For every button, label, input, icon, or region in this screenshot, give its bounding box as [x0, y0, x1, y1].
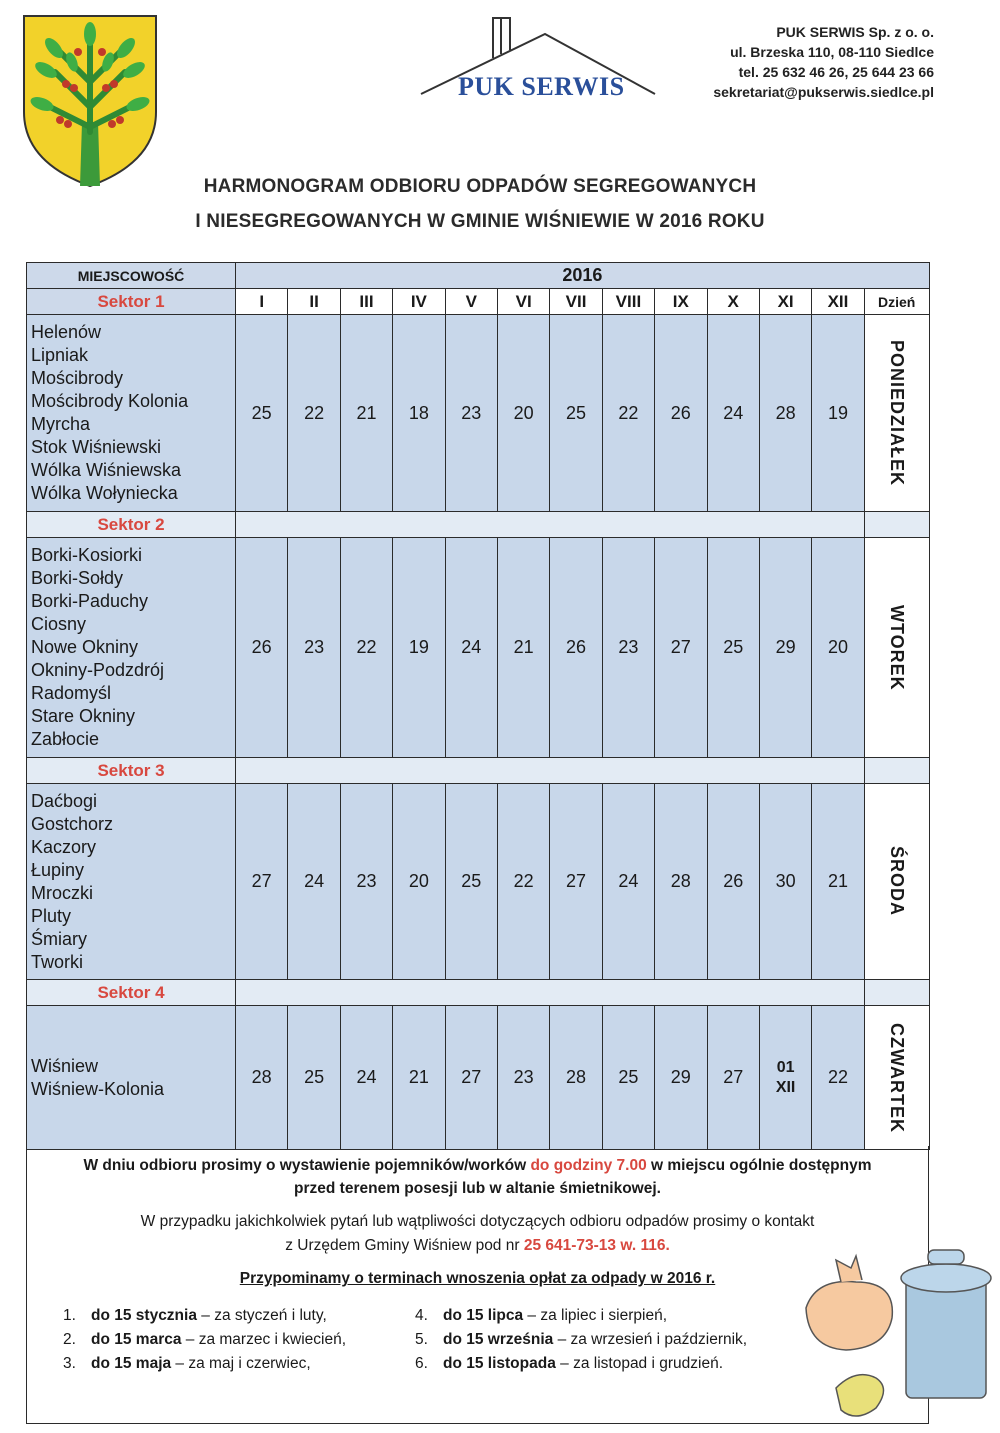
date-cell: 21 — [812, 784, 864, 980]
spacer-cell — [864, 758, 929, 784]
schedule-table — [26, 262, 930, 1150]
month-header: III — [340, 289, 392, 315]
weekday-label: PONIEDZIAŁEK — [887, 339, 908, 486]
page-title-line-1: HARMONOGRAM ODBIORU ODPADÓW SEGREGOWANYCH — [203, 176, 757, 197]
notice-text: w miejscu ogólnie dostępnym — [646, 1157, 872, 1174]
notice-contact — [27, 1210, 928, 1258]
notice-text: W dniu odbioru prosimy o wystawienie pojemników/worków — [83, 1157, 531, 1174]
place-name: Śmiary — [31, 928, 88, 949]
date-cell: 20 — [393, 784, 445, 980]
month-header: IV — [393, 289, 445, 315]
date-cell: 22 — [602, 315, 654, 512]
waste-bin-illustration — [796, 1238, 996, 1433]
date-cell: 28 — [655, 784, 707, 980]
sector-row — [27, 1006, 930, 1150]
date-cell: 20 — [812, 538, 864, 758]
place-name: Mościbrody Kolonia — [31, 391, 189, 411]
place-name: Wólka Wołyniecka — [31, 483, 178, 503]
date-cell: 22 — [812, 1006, 864, 1150]
payment-item — [63, 1304, 327, 1328]
place-list — [27, 1006, 236, 1150]
month-header: VIII — [602, 289, 654, 315]
date-cell: 26 — [236, 538, 288, 758]
sector-label-row — [27, 758, 930, 784]
payment-desc: – za wrzesień i październik, — [553, 1331, 748, 1348]
payment-item — [415, 1304, 667, 1328]
date-cell: 29 — [655, 1006, 707, 1150]
date-cell: 28 — [236, 1006, 288, 1150]
month-header: VI — [497, 289, 549, 315]
notice-pickup — [27, 1154, 928, 1200]
date-cell: 26 — [550, 538, 602, 758]
date-cell: 26 — [655, 315, 707, 512]
payment-number: 4. — [415, 1307, 428, 1324]
month-header: IX — [655, 289, 707, 315]
payment-reminder-heading: Przypominamy o terminach wnoszenia opłat za odpady w 2016 r. — [239, 1270, 716, 1287]
payment-number: 6. — [415, 1355, 428, 1372]
date-cell: 22 — [340, 538, 392, 758]
date-cell: 28 — [550, 1006, 602, 1150]
place-name: Radomyśl — [31, 683, 112, 703]
place-list — [27, 315, 236, 512]
payment-deadline: do 15 stycznia — [91, 1307, 197, 1324]
date-cell: 25 — [445, 784, 497, 980]
month-header-row — [27, 289, 930, 315]
place-name: Helenów — [31, 322, 102, 342]
month-header: I — [236, 289, 288, 315]
day-header: Dzień — [864, 289, 929, 315]
weekday-cell — [864, 784, 929, 980]
sector-label-row — [27, 512, 930, 538]
date-cell: 01 XII — [759, 1006, 811, 1150]
place-name: Lipniak — [31, 345, 89, 365]
place-name: Gostchorz — [31, 813, 114, 834]
date-cell: 27 — [655, 538, 707, 758]
payment-desc: – za lipiec i sierpień, — [523, 1307, 667, 1324]
date-cell: 27 — [445, 1006, 497, 1150]
sector-label: Sektor 2 — [27, 512, 236, 538]
place-name: Myrcha — [31, 414, 91, 434]
sector-label: Sektor 1 — [27, 289, 236, 315]
month-header: XI — [759, 289, 811, 315]
date-cell: 24 — [340, 1006, 392, 1150]
date-cell: 25 — [602, 1006, 654, 1150]
weekday-label: WTOREK — [887, 604, 908, 691]
place-name: Pluty — [31, 905, 72, 926]
weekday-label: ŚRODA — [887, 846, 908, 917]
date-cell: 29 — [759, 538, 811, 758]
place-name: Borki-Kosiorki — [31, 545, 143, 565]
date-cell: 21 — [393, 1006, 445, 1150]
date-cell: 24 — [602, 784, 654, 980]
place-name: Wólka Wiśniewska — [31, 460, 182, 480]
payment-desc: – za maj i czerwiec, — [171, 1355, 311, 1372]
place-name: Ciosny — [31, 614, 87, 634]
contact-text: z Urzędem Gminy Wiśniew pod nr — [285, 1237, 524, 1254]
date-cell: 25 — [288, 1006, 340, 1150]
place-name: Mroczki — [31, 882, 93, 903]
sector-label: Sektor 3 — [27, 758, 236, 784]
date-cell: 23 — [288, 538, 340, 758]
spacer-cell — [864, 512, 929, 538]
date-cell: 26 — [707, 784, 759, 980]
date-cell: 25 — [236, 315, 288, 512]
contact-text: W przypadku jakichkolwiek pytań lub wątpliwości dotyczących odbioru odpadów prosimy o kontakt — [140, 1213, 815, 1230]
spacer-cell — [864, 980, 929, 1006]
date-cell: 23 — [497, 1006, 549, 1150]
place-name: Borki-Paduchy — [31, 591, 149, 611]
payment-desc: – za listopad i grudzień. — [555, 1355, 723, 1372]
payment-deadline: do 15 listopada — [443, 1355, 556, 1372]
notes-box — [26, 1146, 929, 1424]
place-name: Borki-Sołdy — [31, 568, 124, 588]
company-address: ul. Brzeska 110, 08-110 Siedlce — [730, 44, 934, 60]
date-cell: 28 — [759, 315, 811, 512]
place-name: Nowe Okniny — [31, 637, 139, 657]
payment-number: 1. — [63, 1307, 76, 1324]
place-list — [27, 538, 236, 758]
company-name: PUK SERWIS Sp. z o. o. — [776, 24, 934, 40]
date-cell: 27 — [236, 784, 288, 980]
notice-text: przed terenem posesji lub w altanie śmietnikowej. — [294, 1180, 661, 1197]
date-cell: 24 — [445, 538, 497, 758]
payment-number: 3. — [63, 1355, 76, 1372]
logo-text: PUK SERWIS — [458, 72, 625, 101]
weekday-cell — [864, 315, 929, 512]
payment-number: 5. — [415, 1331, 428, 1348]
place-list — [27, 784, 236, 980]
place-name: Wiśniew-Kolonia — [31, 1078, 165, 1099]
place-name: Wiśniew — [31, 1055, 99, 1076]
coat-of-arms-emblem — [20, 12, 160, 190]
payment-deadline: do 15 lipca — [443, 1307, 524, 1324]
place-name: Tworki — [31, 951, 84, 972]
sector-label: Sektor 4 — [27, 980, 236, 1006]
date-cell: 23 — [602, 538, 654, 758]
sector-label-row — [27, 980, 930, 1006]
date-cell: 19 — [812, 315, 864, 512]
spacer-cell — [236, 980, 865, 1006]
location-header: MIEJSCOWOŚĆ — [27, 263, 236, 289]
year-header: 2016 — [236, 263, 930, 289]
date-cell: 25 — [550, 315, 602, 512]
company-info — [713, 22, 934, 102]
payment-item — [63, 1328, 346, 1352]
month-header: X — [707, 289, 759, 315]
date-cell: 30 — [759, 784, 811, 980]
date-cell: 24 — [288, 784, 340, 980]
date-cell: 18 — [393, 315, 445, 512]
place-name: Łupiny — [31, 859, 85, 880]
date-cell: 19 — [393, 538, 445, 758]
payment-desc: – za styczeń i luty, — [196, 1307, 327, 1324]
sector-row — [27, 315, 930, 512]
place-name: Zabłocie — [31, 729, 100, 749]
place-name: Stare Okniny — [31, 706, 136, 726]
month-header: XII — [812, 289, 864, 315]
date-cell: 22 — [497, 784, 549, 980]
company-email[interactable]: sekretariat@pukserwis.siedlce.pl — [713, 84, 934, 100]
date-cell: 21 — [497, 538, 549, 758]
payment-item — [415, 1352, 723, 1376]
page-title-line-2: I NIESEGREGOWANYCH W GMINIE WIŚNIEWIE W 2016 ROKU — [195, 211, 765, 232]
notice-time: do godziny 7.00 — [530, 1157, 647, 1174]
contact-phone: 25 641-73-13 w. 116. — [523, 1237, 670, 1254]
spacer-cell — [236, 758, 865, 784]
payment-deadline: do 15 maja — [91, 1355, 172, 1372]
weekday-cell — [864, 1006, 929, 1150]
month-header: II — [288, 289, 340, 315]
date-cell: 23 — [340, 784, 392, 980]
payment-deadline: do 15 marca — [91, 1331, 182, 1348]
payment-number: 2. — [63, 1331, 76, 1348]
date-cell: 21 — [340, 315, 392, 512]
month-header: VII — [550, 289, 602, 315]
weekday-cell — [864, 538, 929, 758]
date-cell: 23 — [445, 315, 497, 512]
place-name: Mościbrody — [31, 368, 124, 388]
date-cell: 20 — [497, 315, 549, 512]
place-name: Stok Wiśniewski — [31, 437, 162, 457]
sector-row — [27, 784, 930, 980]
date-cell: 25 — [707, 538, 759, 758]
date-cell: 22 — [288, 315, 340, 512]
company-phone: tel. 25 632 46 26, 25 644 23 66 — [738, 64, 934, 80]
spacer-cell — [236, 512, 865, 538]
payment-deadline: do 15 września — [443, 1331, 554, 1348]
payment-item — [415, 1328, 747, 1352]
sector-row — [27, 538, 930, 758]
place-name: Daćbogi — [31, 790, 98, 811]
payment-desc: – za marzec i kwiecień, — [181, 1331, 346, 1348]
date-cell: 27 — [550, 784, 602, 980]
place-name: Okniny-Podzdrój — [31, 660, 165, 680]
weekday-label: CZWARTEK — [887, 1022, 908, 1133]
date-cell: 24 — [707, 315, 759, 512]
place-name: Kaczory — [31, 836, 97, 857]
month-header: V — [445, 289, 497, 315]
date-cell: 27 — [707, 1006, 759, 1150]
payment-item — [63, 1352, 311, 1376]
